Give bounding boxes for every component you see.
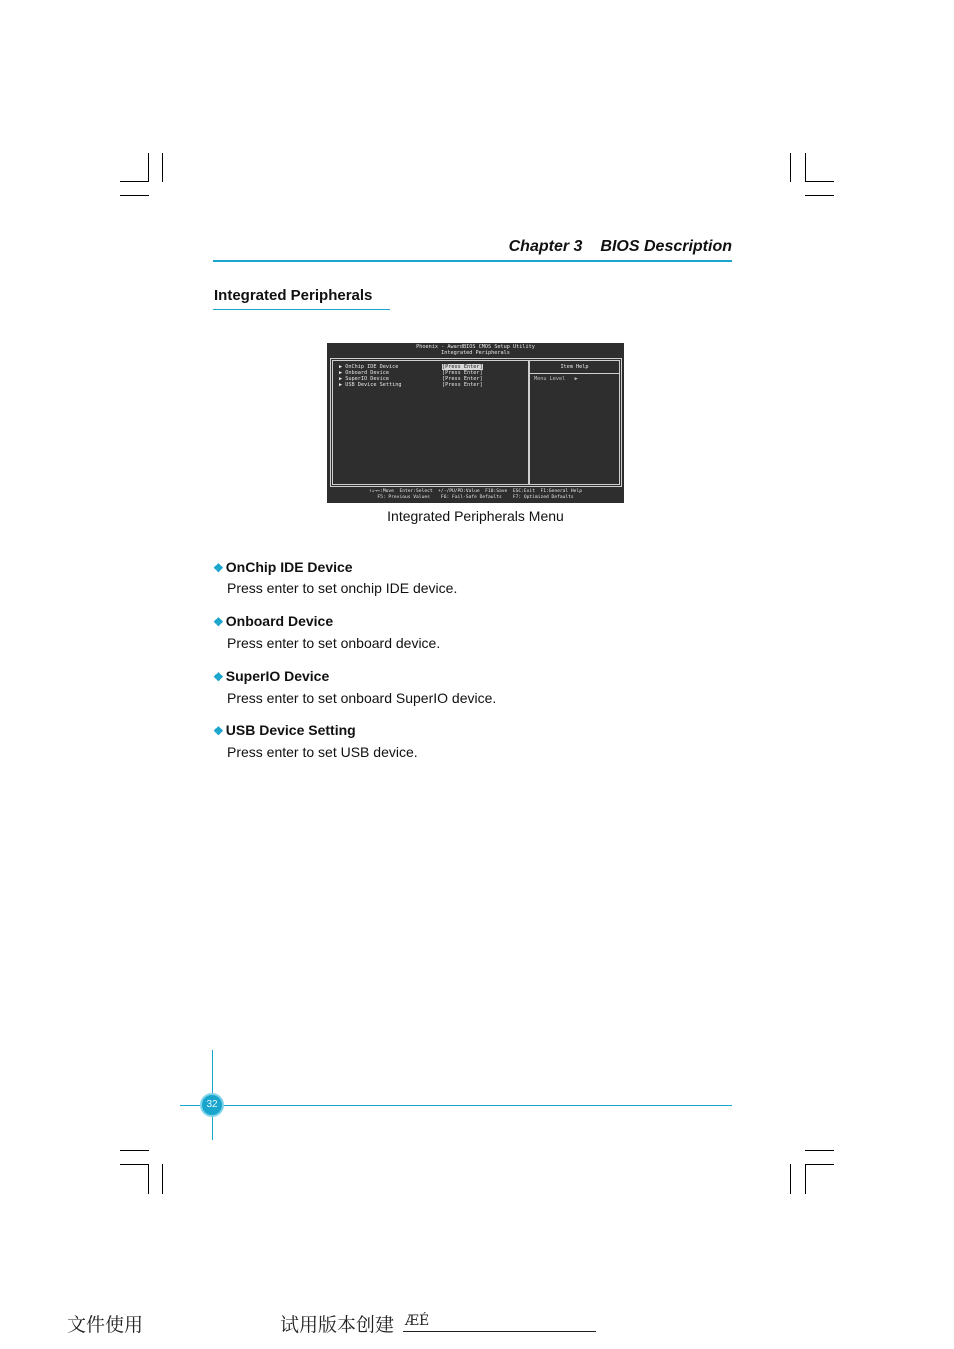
bios-menu-item-label: SuperIO Device [345,376,389,382]
diamond-bullet-icon: ❖ [213,615,224,629]
item-desc: Press enter to set USB device. [227,744,418,760]
crop-mark [162,153,163,182]
bios-menu-item-value[interactable]: [Press Enter] [442,382,483,388]
watermark-middle: 试用版本创建 [280,1314,395,1336]
bios-footer-keys: ↑↓→←:Move Enter:Select +/-/PU/PD:Value F10:Save ESC:Exit F1:General Help [369,489,582,494]
bios-menu-item[interactable]: ▶ OnChip IDE Device [339,364,399,370]
watermark-left: 文件使用 [67,1314,144,1336]
header-rule [213,260,732,262]
item-title-superio [213,668,329,684]
diamond-bullet-icon: ❖ [213,561,224,575]
crop-mark [790,153,791,182]
bios-item-help-title: Item Help [560,364,589,370]
item-desc: Press enter to set onboard device. [227,635,441,651]
bios-menu-item[interactable]: ▶ USB Device Setting [339,382,402,388]
bios-title: Phoenix - AwardBIOS CMOS Setup Utility [416,344,535,350]
crop-mark [120,195,149,196]
crop-mark [790,1164,791,1194]
item-title-text: Onboard Device [225,613,334,629]
page-marker-horizontal [180,1105,732,1106]
item-title-onboard [213,613,333,629]
bios-footer-defaults: F5: Previous Values F6: Fail-Safe Defaults F7: Optimized Defaults [377,495,574,500]
bios-menu-item-value[interactable]: [Press Enter] [442,364,483,370]
crop-mark [120,181,149,182]
section-title: Integrated Peripherals [214,287,373,304]
crop-mark [805,195,834,196]
watermark-underline [403,1331,596,1332]
crop-mark [805,1164,806,1194]
bios-help-divider [530,373,619,374]
section-title-underline [213,309,390,310]
bios-menu-item[interactable]: ▶ Onboard Device [339,370,389,376]
bios-menu-item-label: Onboard Device [345,370,389,376]
item-title-text: OnChip IDE Device [225,559,353,575]
crop-mark [148,153,149,182]
watermark-small: ÆÉ [405,1313,430,1329]
item-title-usb [213,722,356,738]
chapter-header [420,238,732,256]
page-number: 32 [200,1093,224,1117]
item-desc: Press enter to set onchip IDE device. [227,580,458,596]
bios-menu-item-value[interactable]: [Press Enter] [442,370,483,376]
item-title-text: SuperIO Device [225,668,330,684]
chapter-section-label: BIOS Description [600,238,732,255]
crop-mark [805,153,806,182]
bios-screenshot [327,343,624,503]
bios-menu-item-label: USB Device Setting [345,382,402,388]
item-title-text: USB Device Setting [225,722,356,738]
crop-mark [148,1164,149,1194]
bios-menu-item-label: OnChip IDE Device [345,364,399,370]
bios-menu-level: Menu Level ▶ [534,376,578,382]
bios-menu-item-value[interactable]: [Press Enter] [442,376,483,382]
diamond-bullet-icon: ❖ [213,670,224,684]
chapter-label: Chapter 3 [508,238,583,255]
crop-mark [120,1164,149,1165]
item-title-onchip-ide [213,559,353,575]
crop-mark [805,1150,834,1151]
diamond-bullet-icon: ❖ [213,724,224,738]
crop-mark [805,1164,834,1165]
bios-subtitle: Integrated Peripherals [441,350,510,356]
item-desc: Press enter to set onboard SuperIO device. [227,690,497,706]
crop-mark [120,1150,149,1151]
crop-mark [805,181,834,182]
bios-menu-item[interactable]: ▶ SuperIO Device [339,376,389,382]
figure-caption: Integrated Peripherals Menu [387,508,564,524]
crop-mark [162,1164,163,1194]
